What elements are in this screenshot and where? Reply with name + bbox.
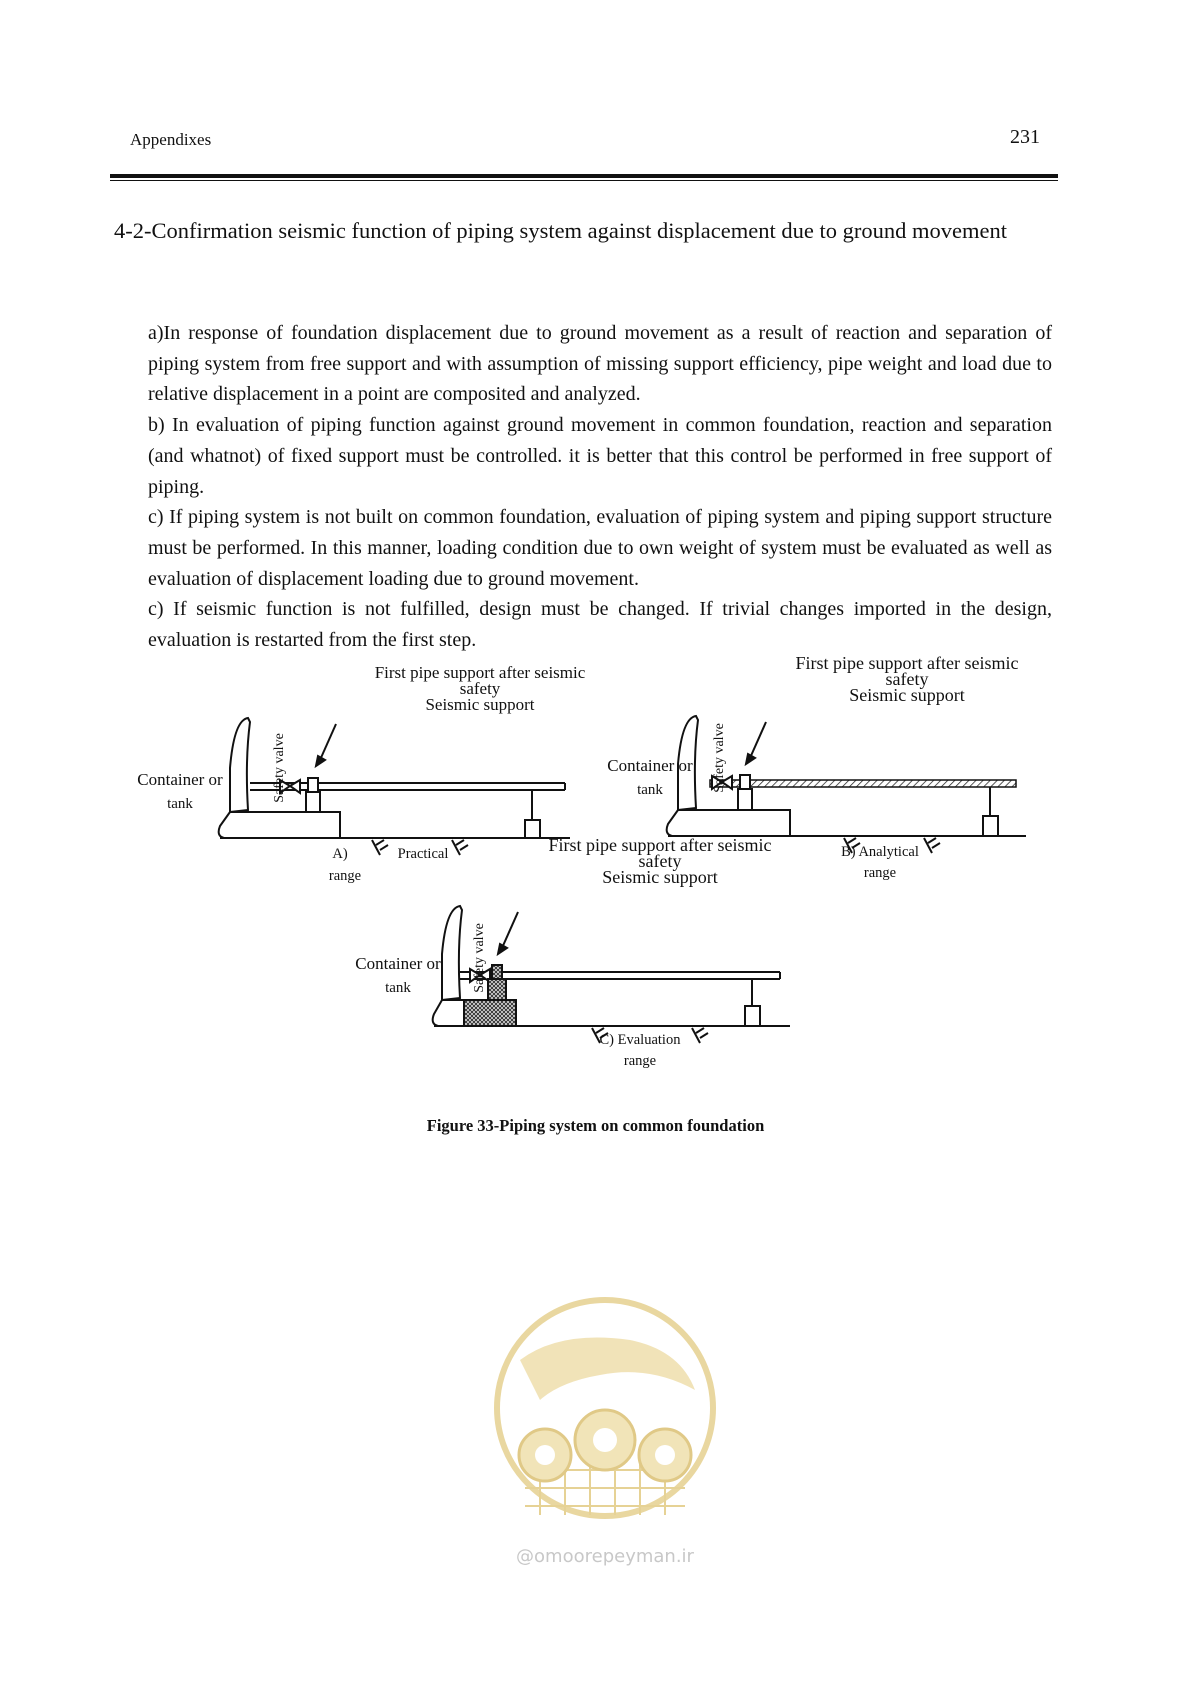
panel-a-container-label-2: tank — [167, 796, 193, 812]
figure-caption: Figure 33-Piping system on common foundation — [426, 1116, 765, 1135]
panel-c-range-label-2: range — [623, 1053, 657, 1069]
paragraph-c2: c) If seismic function is not fulfilled, design must be changed. If trivial changes imported in the design, evaluation is restarted from the first step. — [148, 598, 1052, 652]
running-title: Appendixes — [130, 130, 212, 149]
paragraph-c: c) If piping system is not built on common foundation, evaluation of piping system and piping support structure must be performed. In this manner, loading condition due to own weight of system must be evaluated as well as evaluation of displacement loading due to ground movement. — [148, 506, 1052, 590]
panel-a-first-support-label: First pipe support after seismic — [374, 663, 586, 682]
section-body — [148, 318, 1052, 656]
panel-c-first-support-label-2: safety — [638, 851, 682, 871]
paragraph-b: b) In evaluation of piping function against ground movement in common foundation, reaction and separation (and whatnot) of fixed support must be controlled. it is better that this control be performed in free support of piping. — [148, 414, 1052, 498]
header-rule-thick — [110, 174, 1058, 178]
figure-33 — [100, 653, 1060, 1100]
panel-a-valve-label: Safety valve — [272, 733, 287, 803]
panel-b-seismic-support-label: Seismic support — [849, 685, 965, 705]
panel-a-first-support-label-2: safety — [459, 679, 501, 698]
header-rule-thin — [110, 180, 1058, 181]
paragraph-a: a)In response of foundation displacement due to ground movement as a result of reaction and separation of piping system from free support and with assumption of missing support efficiency, pipe weight and load due to relative displacement in a point are composited and analyzed. — [148, 322, 1052, 406]
section-heading: 4-2-Confirmation seismic function of piping system against displacement due to ground movement — [114, 218, 1007, 243]
panel-b-range-label-1: B) Analytical — [841, 844, 919, 860]
panel-b-container-label-2: tank — [637, 782, 663, 798]
panel-b-first-support-label-2: safety — [885, 669, 929, 689]
panel-c-container-label-2: tank — [385, 980, 411, 996]
panel-b-container-label: Container or — [607, 756, 693, 775]
panel-c-valve-label: Safety valve — [472, 923, 487, 993]
panel-a-range-word: range — [328, 868, 362, 884]
panel-a-range-letter: A) — [332, 846, 348, 862]
panel-a-seismic-support-label: Seismic support — [425, 695, 535, 714]
watermark-seal-logo — [480, 1290, 730, 1560]
panel-b-range-label-2: range — [863, 865, 897, 881]
panel-a-range-name: Practical — [397, 846, 449, 862]
panel-a-container-label: Container or — [137, 770, 223, 789]
panel-c-range-label-1: C) Evaluation — [599, 1032, 681, 1048]
panel-b-valve-label: Safety valve — [712, 723, 727, 793]
seal-emblem-icon — [480, 1290, 730, 1540]
panel-b-first-support-label: First pipe support after seismic — [795, 653, 1019, 673]
panel-c-first-support-label: First pipe support after seismic — [548, 835, 772, 855]
panel-c-container-label: Container or — [355, 954, 441, 973]
panel-c-seismic-support-label: Seismic support — [602, 867, 718, 887]
page-number: 231 — [1010, 126, 1040, 148]
watermark-url: @omoorepeyman.ir — [516, 1546, 694, 1567]
